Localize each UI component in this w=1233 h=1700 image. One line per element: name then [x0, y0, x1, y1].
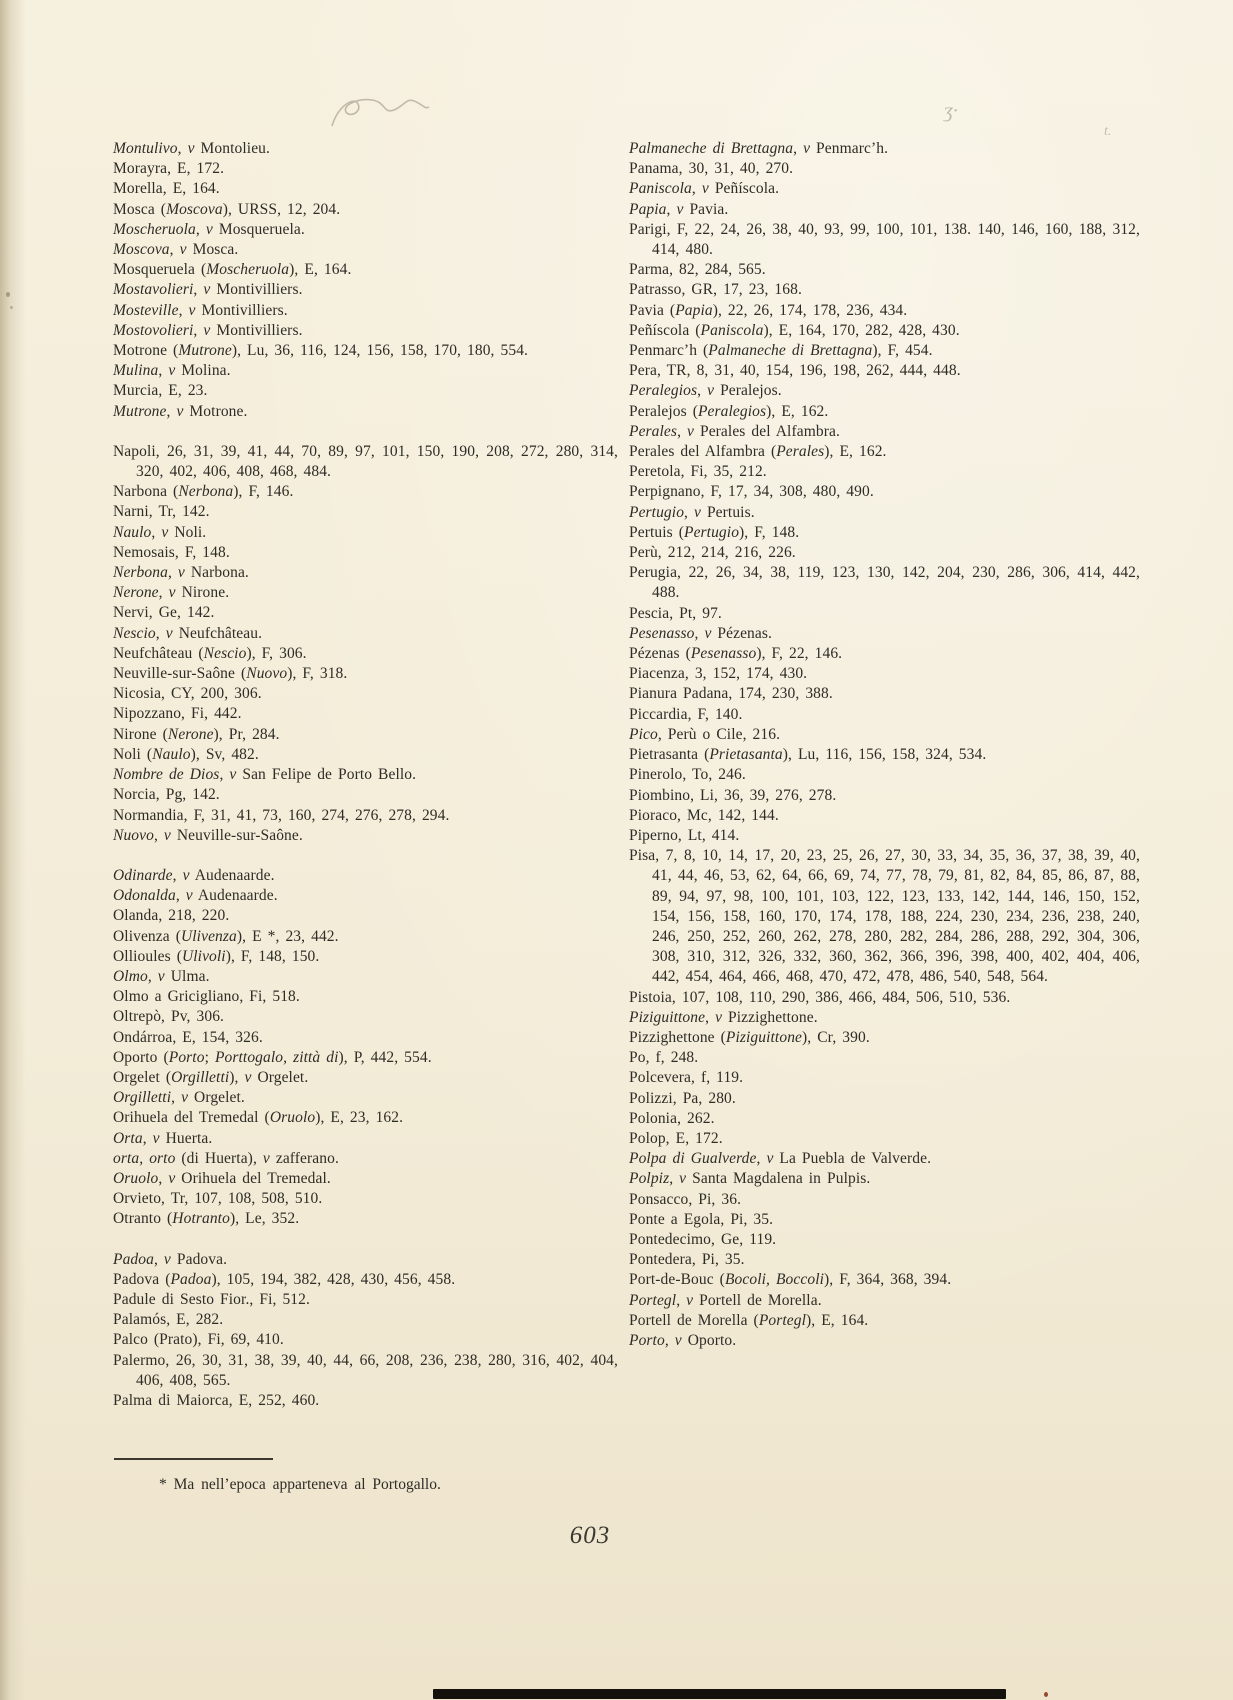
index-entry: Perales, v Perales del Alfambra.: [629, 422, 840, 440]
index-entry: Nerone, v Nirone.: [113, 584, 230, 602]
index-entry: Mutrone, v Motrone.: [113, 402, 248, 420]
index-entry: Morayra, E, 172.: [113, 160, 225, 178]
index-entry: Palmaneche di Brettagna, v Penmarc’h.: [629, 140, 889, 157]
index-entry: Piacenza, 3, 152, 174, 430.: [629, 665, 808, 683]
index-entry: Padova (Padoa), 105, 194, 382, 428, 430, 456, 458.: [113, 1270, 456, 1288]
index-entry: Pisa, 7, 8, 10, 14, 17, 20, 23, 25, 26, 27, 30, 33, 34, 35, 36, 37, 38, 39, 40, 41, 44, 46, 53, 62, 64, 66, 69, 74, 77, 78, 79, 81, 82, 84, 85, 86, 87, 88, 89, 94, 97, 98, 100, 101, 103, 122, 123, 133, 142, 144, 146, 150, 152, 154, 156, 158, 160, 170, 174, 178, 188, 224, 230, 234, 236, 238, 240, 246, 250, 252, 260, 262, 278, 280, 282, 284, 286, 288, 292, 304, 306, 308, 310, 312, 326, 332, 360, 362, 366, 396, 398, 400, 402, 404, 406, 442, 454, 464, 466, 468, 470, 472, 478, 486, 540, 548, 564.: [629, 847, 1140, 986]
index-group: [113, 1250, 618, 1412]
index-entry: Nirone (Nerone), Pr, 284.: [113, 725, 280, 743]
index-entry: Pianura Padana, 174, 230, 388.: [629, 685, 833, 703]
index-entry: Piperno, Lt, 414.: [629, 826, 740, 844]
index-entry: Nerbona, v Narbona.: [113, 564, 249, 582]
index-entry: Pavia (Papia), 22, 26, 174, 178, 236, 434.: [629, 301, 908, 319]
index-entry: Perù, 212, 214, 216, 226.: [629, 544, 796, 562]
index-entry: Paniscola, v Peñíscola.: [629, 180, 780, 198]
footnote-text: * Ma nell’epoca apparteneva al Portogallo.: [159, 1476, 441, 1493]
index-entry: Morella, E, 164.: [113, 180, 220, 198]
index-entry: Portell de Morella (Portegl), E, 164.: [629, 1311, 869, 1329]
index-entry: Nombre de Dios, v San Felipe de Porto Bello.: [113, 766, 417, 784]
index-entry: Pontedera, Pi, 35.: [629, 1251, 745, 1269]
index-entry: Moscova, v Mosca.: [113, 241, 239, 259]
index-entry: Peñíscola (Paniscola), E, 164, 170, 282, 428, 430.: [629, 321, 960, 339]
index-entry: Perugia, 22, 26, 34, 38, 119, 123, 130, 142, 204, 230, 286, 306, 414, 442, 488.: [629, 564, 1140, 602]
index-entry: Porto, v Oporto.: [629, 1331, 737, 1349]
index-entry: Orgelet (Orgilletti), v Orgelet.: [113, 1068, 309, 1086]
index-entry: Nescio, v Neufchâteau.: [113, 624, 263, 642]
page-number: 603: [569, 1522, 611, 1549]
index-entry: Mostovolieri, v Montivilliers.: [113, 321, 303, 339]
index-entry: Olmo a Gricigliano, Fi, 518.: [113, 988, 300, 1006]
index-entry: Perales del Alfambra (Perales), E, 162.: [629, 443, 887, 461]
index-group: [113, 442, 618, 846]
footnote-rule: [114, 1458, 273, 1460]
index-entry: Ponsacco, Pi, 36.: [629, 1190, 742, 1208]
index-entry: Pescia, Pt, 97.: [629, 604, 722, 622]
index-entry: Orvieto, Tr, 107, 108, 508, 510.: [113, 1190, 323, 1208]
index-entry: Portegl, v Portell de Morella.: [629, 1291, 822, 1309]
index-entry: Orgilletti, v Orgelet.: [113, 1089, 245, 1107]
index-entry: Pera, TR, 8, 31, 40, 154, 196, 198, 262, 444, 448.: [629, 362, 961, 380]
index-entry: Mosca (Moscova), URSS, 12, 204.: [113, 200, 341, 218]
index-entry: Polpa di Gualverde, v La Puebla de Valverde.: [629, 1150, 932, 1168]
index-entry: Panama, 30, 31, 40, 270.: [629, 160, 794, 178]
index-entry: Padule di Sesto Fior., Fi, 512.: [113, 1290, 310, 1308]
index-entry: Padoa, v Padova.: [113, 1250, 228, 1268]
index-entry: Polizzi, Pa, 280.: [629, 1089, 736, 1107]
index-entry: Pinerolo, To, 246.: [629, 766, 746, 784]
index-entry: Napoli, 26, 31, 39, 41, 44, 70, 89, 97, 101, 150, 190, 208, 272, 280, 314, 320, 402, 406, 408, 468, 484.: [113, 442, 618, 481]
index-entry: Norcia, Pg, 142.: [113, 786, 220, 804]
pencil-mark: ʒ·: [944, 100, 958, 122]
index-entry: Piziguittone, v Pizzighettone.: [629, 1008, 818, 1026]
index-entry: Olivenza (Ulivenza), E *, 23, 442.: [113, 927, 339, 945]
index-entry: Oporto (Porto; Porttogalo, zittà di), P, 442, 554.: [113, 1048, 432, 1066]
pencil-squiggle-mark: [328, 88, 433, 136]
pencil-mark: t.: [1104, 124, 1112, 139]
index-entry: Normandia, F, 31, 41, 73, 160, 274, 276, 278, 294.: [113, 806, 450, 824]
index-entry: Palermo, 26, 30, 31, 38, 39, 40, 44, 66, 208, 236, 238, 280, 316, 402, 404, 406, 408, 565.: [113, 1351, 618, 1389]
index-entry: Peretola, Fi, 35, 212.: [629, 463, 767, 481]
index-group: [113, 866, 618, 1230]
index-entry: Narni, Tr, 142.: [113, 503, 210, 521]
index-entry: Olmo, v Ulma.: [113, 967, 210, 985]
index-entry: Naulo, v Noli.: [113, 523, 207, 541]
index-entry: Papia, v Pavia.: [629, 200, 729, 218]
index-entry: Pontedecimo, Ge, 119.: [629, 1230, 777, 1248]
index-entry: Odinarde, v Audenaarde.: [113, 866, 275, 884]
scan-speck: [10, 306, 13, 309]
index-entry: Nipozzano, Fi, 442.: [113, 705, 242, 723]
index-entry: Palma di Maiorca, E, 252, 460.: [113, 1391, 320, 1409]
index-entry: Piombino, Li, 36, 39, 276, 278.: [629, 786, 837, 804]
index-entry: Peralejos (Peralegios), E, 162.: [629, 402, 829, 420]
index-entry: Motrone (Mutrone), Lu, 36, 116, 124, 156, 158, 170, 180, 554.: [113, 342, 529, 360]
index-entry: Polpiz, v Santa Magdalena in Pulpis.: [629, 1170, 871, 1188]
index-entry: Moscheruola, v Mosqueruela.: [113, 220, 305, 238]
index-entry: Pioraco, Mc, 142, 144.: [629, 806, 779, 824]
index-entry: Peralegios, v Peralejos.: [629, 382, 782, 400]
index-entry: Montulivo, v Montolieu.: [113, 140, 270, 157]
index-entry: Neuville-sur-Saône (Nuovo), F, 318.: [113, 665, 348, 683]
index-entry: Oltrepò, Pv, 306.: [113, 1008, 225, 1026]
index-entry: Pézenas (Pesenasso), F, 22, 146.: [629, 645, 843, 663]
index-entry: Nervi, Ge, 142.: [113, 604, 215, 622]
index-entry: Pistoia, 107, 108, 110, 290, 386, 466, 484, 506, 510, 536.: [629, 988, 1011, 1006]
index-entry: Patrasso, GR, 17, 23, 168.: [629, 281, 802, 299]
index-entry: Palco (Prato), Fi, 69, 410.: [113, 1331, 284, 1349]
index-entry: orta, orto (di Huerta), v zafferano.: [113, 1149, 339, 1167]
index-entry: Otranto (Hotranto), Le, 352.: [113, 1210, 300, 1228]
index-entry: Ollioules (Ulivoli), F, 148, 150.: [113, 947, 320, 965]
index-entry: Pico, Perù o Cile, 216.: [629, 725, 781, 743]
index-entry: Olanda, 218, 220.: [113, 907, 230, 925]
index-entry: Mulina, v Molina.: [113, 362, 231, 380]
index-entry: Nicosia, CY, 200, 306.: [113, 685, 262, 703]
index-entry: Port-de-Bouc (Bocoli, Boccoli), F, 364, 368, 394.: [629, 1271, 952, 1289]
index-entry: Perpignano, F, 17, 34, 308, 480, 490.: [629, 483, 874, 501]
index-entry: Ponte a Egola, Pi, 35.: [629, 1210, 774, 1228]
index-entry: Orihuela del Tremedal (Oruolo), E, 23, 162.: [113, 1109, 404, 1127]
index-entry: Palamós, E, 282.: [113, 1311, 224, 1329]
scan-bottom-bar: [433, 1689, 1006, 1699]
index-entry: Noli (Naulo), Sv, 482.: [113, 745, 259, 763]
index-column-right: [629, 139, 1140, 1351]
index-entry: Ondárroa, E, 154, 326.: [113, 1028, 263, 1046]
index-entry: Mostavolieri, v Montivilliers.: [113, 281, 303, 299]
index-entry: Nuovo, v Neuville-sur-Saône.: [113, 826, 303, 844]
index-entry: Pietrasanta (Prietasanta), Lu, 116, 156, 158, 324, 534.: [629, 746, 987, 764]
index-entry: Mosqueruela (Moscheruola), E, 164.: [113, 261, 352, 279]
index-entry: Pertuis (Pertugio), F, 148.: [629, 523, 800, 541]
index-entry: Odonalda, v Audenaarde.: [113, 887, 278, 905]
index-entry: Pesenasso, v Pézenas.: [629, 624, 772, 642]
index-entry: Polop, E, 172.: [629, 1129, 723, 1147]
index-entry: Parma, 82, 284, 565.: [629, 261, 766, 279]
index-entry: Orta, v Huerta.: [113, 1129, 213, 1147]
index-entry: Penmarc’h (Palmaneche di Brettagna), F, 454.: [629, 342, 933, 360]
index-entry: Pizzighettone (Piziguittone), Cr, 390.: [629, 1028, 870, 1046]
index-entry: Po, f, 248.: [629, 1049, 699, 1067]
scan-speck: [6, 292, 10, 297]
index-entry: Oruolo, v Orihuela del Tremedal.: [113, 1169, 331, 1187]
index-entry: Neufchâteau (Nescio), F, 306.: [113, 644, 307, 662]
index-entry: Murcia, E, 23.: [113, 382, 208, 400]
index-entry: Piccardia, F, 140.: [629, 705, 743, 723]
index-entry: Polcevera, f, 119.: [629, 1069, 744, 1087]
index-entry: Pertugio, v Pertuis.: [629, 503, 755, 521]
page-gutter-shadow: [0, 0, 26, 1700]
index-column-left: [113, 139, 618, 1411]
index-entry: Polonia, 262.: [629, 1109, 715, 1127]
index-entry: Mosteville, v Montivilliers.: [113, 301, 288, 319]
index-group: [629, 139, 1140, 1351]
index-entry: Nemosais, F, 148.: [113, 543, 230, 561]
index-entry: Parigi, F, 22, 24, 26, 38, 40, 93, 99, 100, 101, 138. 140, 146, 160, 188, 312, 414, 480.: [629, 220, 1140, 259]
index-group: [113, 139, 618, 422]
scan-speck: [1044, 1692, 1048, 1697]
index-entry: Narbona (Nerbona), F, 146.: [113, 483, 294, 501]
